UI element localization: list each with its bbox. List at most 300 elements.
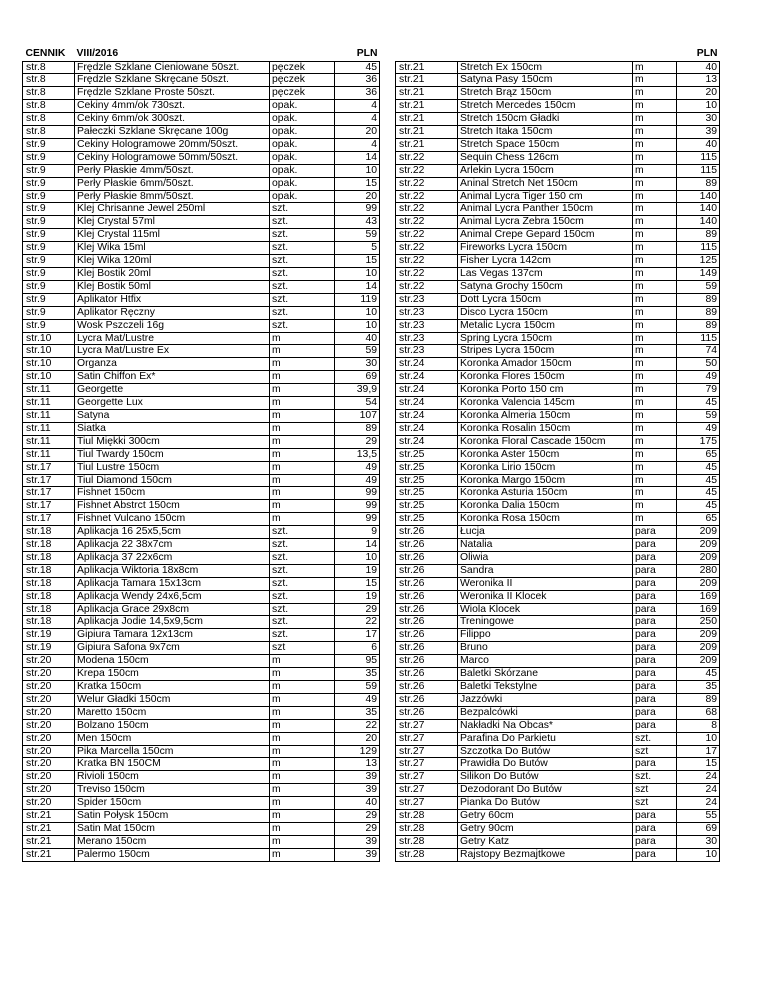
item-name-cell: Treningowe — [458, 616, 633, 629]
price-cell: 19 — [335, 564, 380, 577]
item-name-cell: Wiola Klocek — [458, 603, 633, 616]
page-cell: str.9 — [23, 306, 75, 319]
price-cell: 17 — [677, 745, 720, 758]
table-row — [396, 190, 720, 203]
page-cell: str.20 — [23, 706, 75, 719]
page-cell: str.9 — [23, 164, 75, 177]
price-cell: 13,5 — [335, 448, 380, 461]
page-cell: str.26 — [396, 603, 458, 616]
item-name-cell: Koronka Valencia 145cm — [458, 397, 633, 410]
item-name-cell: Getry 60cm — [458, 810, 633, 823]
item-name-cell: Klej Chrisanne Jewel 250ml — [75, 203, 270, 216]
unit-cell: m — [270, 835, 335, 848]
page-cell: str.27 — [396, 797, 458, 810]
price-cell: 39 — [335, 848, 380, 861]
price-list-left — [22, 0, 380, 862]
page-cell: str.22 — [396, 203, 458, 216]
table-row — [396, 409, 720, 422]
unit-cell: m — [633, 397, 677, 410]
unit-cell: m — [633, 435, 677, 448]
unit-cell: m — [270, 732, 335, 745]
table-row — [396, 526, 720, 539]
item-name-cell: Perły Płaskie 4mm/50szt. — [75, 164, 270, 177]
page-cell: str.27 — [396, 745, 458, 758]
table-row — [396, 655, 720, 668]
item-name-cell: Aplikator Ręczny — [75, 306, 270, 319]
price-cell: 17 — [335, 629, 380, 642]
item-name-cell: Tiul Miękki 300cm — [75, 435, 270, 448]
page-cell: str.18 — [23, 539, 75, 552]
unit-cell: m — [633, 461, 677, 474]
page-cell: str.22 — [396, 151, 458, 164]
page-cell: str.10 — [23, 332, 75, 345]
table-row — [23, 87, 380, 100]
page-cell: str.9 — [23, 190, 75, 203]
price-cell: 45 — [677, 487, 720, 500]
price-cell: 24 — [677, 771, 720, 784]
page-cell: str.18 — [23, 577, 75, 590]
price-cell: 59 — [677, 280, 720, 293]
price-cell: 69 — [677, 822, 720, 835]
unit-cell: szt. — [270, 268, 335, 281]
unit-cell: m — [633, 190, 677, 203]
price-cell: 74 — [677, 345, 720, 358]
page-cell: str.21 — [23, 810, 75, 823]
page-cell: str.22 — [396, 255, 458, 268]
price-cell: 22 — [335, 616, 380, 629]
item-name-cell: Fishnet Abstrct 150cm — [75, 500, 270, 513]
item-name-cell: Natalia — [458, 539, 633, 552]
price-cell: 169 — [677, 603, 720, 616]
page-cell: str.19 — [23, 642, 75, 655]
unit-cell: m — [633, 177, 677, 190]
table-row — [396, 422, 720, 435]
item-name-cell: Getry 90cm — [458, 822, 633, 835]
item-name-cell: Animal Lycra Zebra 150cm — [458, 216, 633, 229]
table-row — [396, 280, 720, 293]
price-cell: 250 — [677, 616, 720, 629]
table-row — [396, 590, 720, 603]
table-row — [23, 461, 380, 474]
item-name-cell: Animal Lycra Panther 150cm — [458, 203, 633, 216]
page-cell: str.11 — [23, 384, 75, 397]
price-cell: 29 — [335, 435, 380, 448]
page-cell: str.27 — [396, 771, 458, 784]
price-cell: 29 — [335, 603, 380, 616]
table-row — [23, 138, 380, 151]
page-cell: str.19 — [23, 629, 75, 642]
price-cell: 24 — [677, 797, 720, 810]
page-cell: str.24 — [396, 371, 458, 384]
price-cell: 68 — [677, 706, 720, 719]
table-row — [396, 229, 720, 242]
unit-cell: m — [633, 100, 677, 113]
table-row — [23, 151, 380, 164]
page-cell: str.22 — [396, 229, 458, 242]
page-cell: str.27 — [396, 719, 458, 732]
unit-cell: m — [270, 435, 335, 448]
table-row — [23, 216, 380, 229]
table-row — [396, 74, 720, 87]
price-cell: 39 — [335, 835, 380, 848]
header-row — [396, 0, 720, 61]
unit-cell: m — [270, 487, 335, 500]
unit-cell: para — [633, 693, 677, 706]
unit-cell: m — [270, 668, 335, 681]
page-cell: str.27 — [396, 758, 458, 771]
unit-cell: pęczek — [270, 61, 335, 74]
item-name-cell: Fishnet 150cm — [75, 487, 270, 500]
price-cell: 35 — [677, 681, 720, 694]
page-cell: str.8 — [23, 113, 75, 126]
unit-cell: m — [270, 332, 335, 345]
price-cell: 175 — [677, 435, 720, 448]
price-cell: 39,9 — [335, 384, 380, 397]
unit-cell: szt. — [633, 732, 677, 745]
page-cell: str.21 — [396, 126, 458, 139]
item-name-cell: Getry Katz — [458, 835, 633, 848]
price-cell: 149 — [677, 268, 720, 281]
page-cell: str.26 — [396, 668, 458, 681]
unit-cell: m — [633, 113, 677, 126]
price-cell: 79 — [677, 384, 720, 397]
price-cell: 19 — [335, 590, 380, 603]
item-name-cell: Aplikacja Wendy 24x6,5cm — [75, 590, 270, 603]
item-name-cell: Koronka Dalia 150cm — [458, 500, 633, 513]
price-cell: 49 — [677, 371, 720, 384]
table-row — [396, 848, 720, 861]
unit-cell: m — [633, 293, 677, 306]
page-cell: str.11 — [23, 397, 75, 410]
page-cell: str.18 — [23, 603, 75, 616]
unit-cell: szt — [633, 797, 677, 810]
item-name-cell: Maretto 150cm — [75, 706, 270, 719]
table-row — [396, 164, 720, 177]
item-name-cell: Fireworks Lycra 150cm — [458, 242, 633, 255]
unit-cell: para — [633, 629, 677, 642]
price-cell: 55 — [677, 810, 720, 823]
unit-cell: m — [633, 384, 677, 397]
table-row — [23, 539, 380, 552]
unit-cell: opak. — [270, 177, 335, 190]
unit-cell: m — [270, 706, 335, 719]
unit-cell: para — [633, 539, 677, 552]
page-cell: str.9 — [23, 255, 75, 268]
unit-cell: m — [270, 758, 335, 771]
table-row — [396, 100, 720, 113]
item-name-cell: Parafina Do Parkietu — [458, 732, 633, 745]
item-name-cell: Aplikacja Jodie 14,5x9,5cm — [75, 616, 270, 629]
unit-cell: m — [270, 422, 335, 435]
header-unit — [270, 0, 335, 61]
table-row — [23, 126, 380, 139]
page-cell: str.20 — [23, 719, 75, 732]
page-cell: str.22 — [396, 268, 458, 281]
price-cell: 119 — [335, 293, 380, 306]
item-name-cell: Koronka Rosalin 150cm — [458, 422, 633, 435]
price-cell: 13 — [335, 758, 380, 771]
page-cell: str.28 — [396, 822, 458, 835]
unit-cell: m — [270, 693, 335, 706]
page-cell: str.20 — [23, 668, 75, 681]
item-name-cell: Aplikacja Tamara 15x13cm — [75, 577, 270, 590]
item-name-cell: Sandra — [458, 564, 633, 577]
item-name-cell: Cekiny 6mm/ok 300szt. — [75, 113, 270, 126]
price-cell: 10 — [335, 319, 380, 332]
page-cell: str.26 — [396, 706, 458, 719]
table-row — [23, 784, 380, 797]
item-name-cell: Palermo 150cm — [75, 848, 270, 861]
price-cell: 129 — [335, 745, 380, 758]
item-name-cell: Perły Płaskie 8mm/50szt. — [75, 190, 270, 203]
unit-cell: szt. — [270, 203, 335, 216]
table-row — [396, 681, 720, 694]
item-name-cell: Dezodorant Do Butów — [458, 784, 633, 797]
page-cell: str.20 — [23, 681, 75, 694]
price-cell: 15 — [335, 577, 380, 590]
unit-cell: m — [633, 229, 677, 242]
table-row — [23, 422, 380, 435]
unit-cell: m — [633, 513, 677, 526]
unit-cell: m — [270, 797, 335, 810]
table-row — [23, 655, 380, 668]
page-cell: str.18 — [23, 564, 75, 577]
page-cell: str.22 — [396, 190, 458, 203]
table-row — [396, 706, 720, 719]
item-name-cell: Georgette Lux — [75, 397, 270, 410]
page-cell: str.20 — [23, 693, 75, 706]
table-row — [396, 835, 720, 848]
table-row — [396, 642, 720, 655]
page-cell: str.8 — [23, 126, 75, 139]
table-row — [396, 332, 720, 345]
table-row — [396, 810, 720, 823]
item-name-cell: Tiul Lustre 150cm — [75, 461, 270, 474]
item-name-cell: Stretch Itaka 150cm — [458, 126, 633, 139]
item-name-cell: Fisher Lycra 142cm — [458, 255, 633, 268]
page-cell: str.23 — [396, 306, 458, 319]
unit-cell: m — [270, 461, 335, 474]
item-name-cell: Marco — [458, 655, 633, 668]
unit-cell: m — [633, 409, 677, 422]
header-unit — [633, 0, 677, 61]
price-cell: 29 — [335, 822, 380, 835]
item-name-cell: Koronka Porto 150 cm — [458, 384, 633, 397]
price-cell: 36 — [335, 87, 380, 100]
price-cell: 39 — [335, 784, 380, 797]
unit-cell: m — [633, 74, 677, 87]
unit-cell: opak. — [270, 138, 335, 151]
item-name-cell: Koronka Floral Cascade 150cm — [458, 435, 633, 448]
price-cell: 10 — [677, 848, 720, 861]
price-cell: 9 — [335, 526, 380, 539]
table-row — [23, 255, 380, 268]
page-cell: str.8 — [23, 87, 75, 100]
price-cell: 209 — [677, 655, 720, 668]
header-page — [396, 0, 458, 61]
table-row — [23, 242, 380, 255]
table-row — [396, 745, 720, 758]
price-cell: 22 — [335, 719, 380, 732]
page-cell: str.25 — [396, 513, 458, 526]
page-cell: str.10 — [23, 358, 75, 371]
item-name-cell: Koronka Flores 150cm — [458, 371, 633, 384]
table-row — [396, 616, 720, 629]
table-row — [23, 280, 380, 293]
price-cell: 24 — [677, 784, 720, 797]
item-name-cell: Jazzówki — [458, 693, 633, 706]
item-name-cell: Nakładki Na Obcas* — [458, 719, 633, 732]
item-name-cell: Kratka BN 150CM — [75, 758, 270, 771]
table-row — [23, 190, 380, 203]
price-cell: 30 — [335, 358, 380, 371]
unit-cell: m — [270, 513, 335, 526]
page-cell: str.17 — [23, 487, 75, 500]
page-cell: str.28 — [396, 810, 458, 823]
unit-cell: m — [633, 61, 677, 74]
item-name-cell: Fishnet Vulcano 150cm — [75, 513, 270, 526]
table-row — [23, 306, 380, 319]
item-name-cell: Aninal Stretch Net 150cm — [458, 177, 633, 190]
table-row — [23, 590, 380, 603]
price-cell: 6 — [335, 642, 380, 655]
table-row — [396, 539, 720, 552]
table-row — [396, 771, 720, 784]
page-cell: str.22 — [396, 177, 458, 190]
price-table-left — [22, 0, 380, 862]
page-cell: str.8 — [23, 100, 75, 113]
page-cell: str.9 — [23, 203, 75, 216]
unit-cell: szt. — [270, 539, 335, 552]
unit-cell: m — [270, 345, 335, 358]
unit-cell: m — [633, 126, 677, 139]
item-name-cell: Stretch Brąz 150cm — [458, 87, 633, 100]
item-name-cell: Koronka Margo 150cm — [458, 474, 633, 487]
header-price: PLN — [696, 47, 718, 59]
price-cell: 15 — [335, 177, 380, 190]
table-row — [23, 603, 380, 616]
page-cell: str.8 — [23, 61, 75, 74]
unit-cell: m — [270, 474, 335, 487]
price-cell: 39 — [335, 771, 380, 784]
item-name-cell: Satyna — [75, 409, 270, 422]
unit-cell: m — [633, 345, 677, 358]
unit-cell: m — [633, 371, 677, 384]
unit-cell: m — [270, 358, 335, 371]
page-cell: str.26 — [396, 642, 458, 655]
page-cell: str.18 — [23, 551, 75, 564]
price-cell: 14 — [335, 280, 380, 293]
page-cell: str.11 — [23, 409, 75, 422]
table-row — [23, 500, 380, 513]
item-name-cell: Disco Lycra 150cm — [458, 306, 633, 319]
unit-cell: szt. — [270, 280, 335, 293]
table-row — [396, 551, 720, 564]
item-name-cell: Baletki Tekstylne — [458, 681, 633, 694]
unit-cell: para — [633, 668, 677, 681]
unit-cell: m — [270, 397, 335, 410]
item-name-cell: Klej Crystal 115ml — [75, 229, 270, 242]
table-row — [23, 745, 380, 758]
header-page: CENNIK — [25, 47, 66, 59]
price-cell: 29 — [335, 810, 380, 823]
table-row — [396, 268, 720, 281]
page-cell: str.24 — [396, 435, 458, 448]
unit-cell: szt. — [270, 577, 335, 590]
price-cell: 99 — [335, 513, 380, 526]
page-cell: str.26 — [396, 577, 458, 590]
price-cell: 49 — [335, 693, 380, 706]
unit-cell: para — [633, 835, 677, 848]
item-name-cell: Wosk Pszczeli 16g — [75, 319, 270, 332]
table-row — [396, 435, 720, 448]
page-cell: str.24 — [396, 358, 458, 371]
price-cell: 36 — [335, 74, 380, 87]
unit-cell: m — [633, 358, 677, 371]
price-cell: 35 — [335, 668, 380, 681]
price-cell: 20 — [677, 87, 720, 100]
item-name-cell: Las Vegas 137cm — [458, 268, 633, 281]
item-name-cell: Organza — [75, 358, 270, 371]
item-name-cell: Aplikacja 22 38x7cm — [75, 539, 270, 552]
page-cell: str.21 — [396, 61, 458, 74]
item-name-cell: Satin Połysk 150cm — [75, 810, 270, 823]
page-cell: str.17 — [23, 500, 75, 513]
table-row — [396, 384, 720, 397]
table-row — [23, 526, 380, 539]
table-row — [396, 629, 720, 642]
item-name-cell: Kratka 150cm — [75, 681, 270, 694]
item-name-cell: Gipiura Tamara 12x13cm — [75, 629, 270, 642]
item-name-cell: Merano 150cm — [75, 835, 270, 848]
table-row — [23, 435, 380, 448]
price-cell: 30 — [677, 835, 720, 848]
page-cell: str.9 — [23, 151, 75, 164]
price-cell: 89 — [677, 229, 720, 242]
page-cell: str.21 — [23, 848, 75, 861]
item-name-cell: Bezpalcówki — [458, 706, 633, 719]
price-cell: 4 — [335, 113, 380, 126]
page-cell: str.25 — [396, 474, 458, 487]
unit-cell: m — [633, 474, 677, 487]
table-row — [23, 448, 380, 461]
price-cell: 280 — [677, 564, 720, 577]
table-row — [396, 345, 720, 358]
table-row — [23, 332, 380, 345]
table-row — [396, 668, 720, 681]
page-cell: str.11 — [23, 422, 75, 435]
table-row — [23, 113, 380, 126]
price-cell: 10 — [677, 732, 720, 745]
unit-cell: m — [270, 681, 335, 694]
unit-cell: m — [270, 745, 335, 758]
unit-cell: m — [270, 500, 335, 513]
table-row — [396, 693, 720, 706]
unit-cell: szt. — [270, 255, 335, 268]
item-name-cell: Szczotka Do Butów — [458, 745, 633, 758]
table-row — [396, 474, 720, 487]
item-name-cell: Dott Lycra 150cm — [458, 293, 633, 306]
table-row — [23, 74, 380, 87]
item-name-cell: Bruno — [458, 642, 633, 655]
price-cell: 50 — [677, 358, 720, 371]
price-cell: 99 — [335, 487, 380, 500]
price-cell: 8 — [677, 719, 720, 732]
unit-cell: m — [270, 448, 335, 461]
item-name-cell: Stretch Ex 150cm — [458, 61, 633, 74]
table-row — [396, 513, 720, 526]
table-row — [396, 242, 720, 255]
